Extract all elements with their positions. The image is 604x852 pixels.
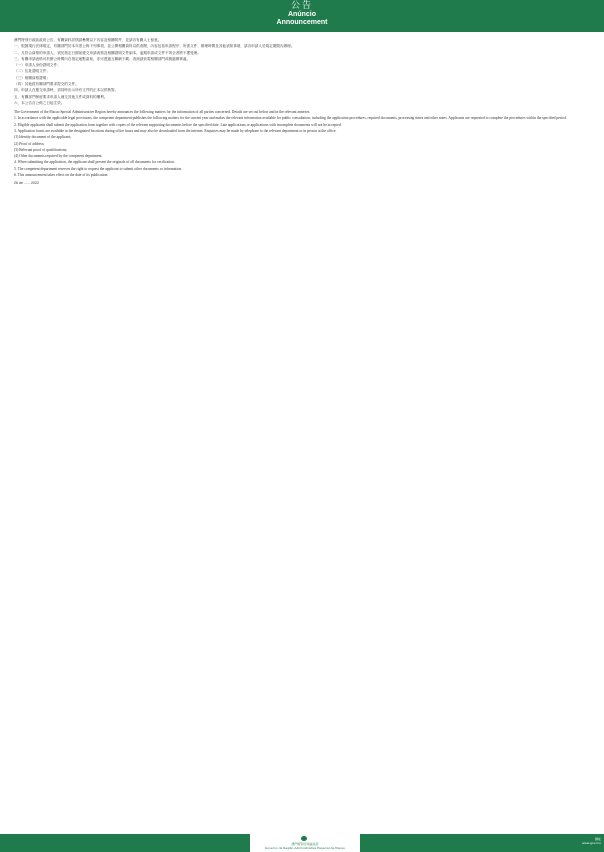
en-paragraph: 6. This announcement takes effect on the date of its publication. [14, 172, 109, 177]
header-title-english: Announcement [276, 19, 328, 26]
en-list-item: (3) Relevant proof of qualifications; [14, 147, 68, 152]
zh-paragraph: 一、根據現行法律規定，有關部門於本年度公佈下列事項，並公開相關資料以供查閱，內容包括申請程序、所需文件、辦理時間及其他須知事項，請各申請人於規定期限內辦理。 [14, 44, 295, 49]
zh-list-item: （一）申請人身份證明文件； [14, 63, 61, 68]
zh-paragraph: 澳門特別行政區政府公告，有關資料詳情請參閱以下內容及相關附件，並請各有關人士留意。 [14, 38, 162, 42]
zh-list-item: （二）住址證明文件； [14, 69, 50, 74]
en-paragraph: 4. When submitting the application, the applicant shall present the originals of all documents for verification. [14, 160, 175, 165]
en-paragraph: 1. In accordance with the applicable legal provisions, the competent department publishes the following matters for the current year and makes the relevant information available for public consultation, including the application procedures, required documents, processing times and other notes. Applicants are requested to complete the procedures within the specified period. [14, 116, 567, 121]
announcement-date: 26 de ...... 2022 [14, 181, 39, 185]
announcement-body [14, 38, 590, 828]
en-paragraph: The Government of the Macao Special Administrative Region hereby announces the following matters for the information of all parties concerned. Details are set out below and in the relevant annexes. [14, 110, 311, 115]
government-emblem-icon [301, 836, 307, 841]
en-list-item: (4) Other documents required by the competent department. [14, 154, 103, 159]
footer-website-label: 網址 [594, 837, 601, 841]
announcement-footer [0, 834, 604, 852]
en-list-item: (2) Proof of address; [14, 141, 45, 146]
en-list-item: (1) Identity document of the applicant; [14, 135, 72, 140]
zh-paragraph: 四、申請人在遞交申請時，須同時出示所有文件的正本以供核對。 [14, 88, 119, 93]
footer-website-link[interactable]: www.gov.mo [581, 841, 601, 845]
zh-list-item: （三）相關資格證明； [14, 75, 50, 80]
en-paragraph: 5. The competent department reserves the right to request the applicant to submit other documents or information. [14, 166, 183, 171]
zh-paragraph: 六、本公告自公佈之日起生效。 [14, 100, 65, 105]
footer-website-box [555, 837, 601, 845]
english-section [14, 110, 590, 178]
footer-government-name-pt: Governo da Região Administrativa Especial de Macau [264, 846, 346, 850]
zh-paragraph: 二、凡符合資格的申請人，須於指定日期前遞交申請表格及相關證明文件副本，逾期申請或文件不齊全者將不獲受理。 [14, 50, 201, 55]
chinese-section [14, 38, 590, 106]
header-title-chinese: 公告 [290, 1, 313, 11]
announcement-header [0, 0, 604, 32]
header-title-portuguese: Anúncio [288, 11, 316, 18]
footer-emblem-box [250, 834, 360, 852]
en-paragraph: 3. Application forms are available at the designated locations during office hours and may also be downloaded from the internet. Enquiries may be made by telephone to the relevant department or in person at the office. [14, 128, 337, 133]
zh-paragraph: 五、有關部門保留要求申請人補交其他文件或資料的權利。 [14, 94, 108, 99]
zh-paragraph: 三、有關申請表格可於辦公時間內在指定地點索取，亦可透過互聯網下載；查詢請致電相關部門或親臨辦事處。 [14, 56, 191, 61]
footer-government-name-zh: 澳門特別行政區政府 [291, 842, 319, 846]
en-paragraph: 2. Eligible applicants shall submit the application form together with copies of the relevant supporting documents before the specified date. Late applications or applications with incomplete documents will not be accepted. [14, 122, 342, 127]
zh-list-item: （四）其他經有關部門要求提交的文件。 [14, 81, 79, 86]
